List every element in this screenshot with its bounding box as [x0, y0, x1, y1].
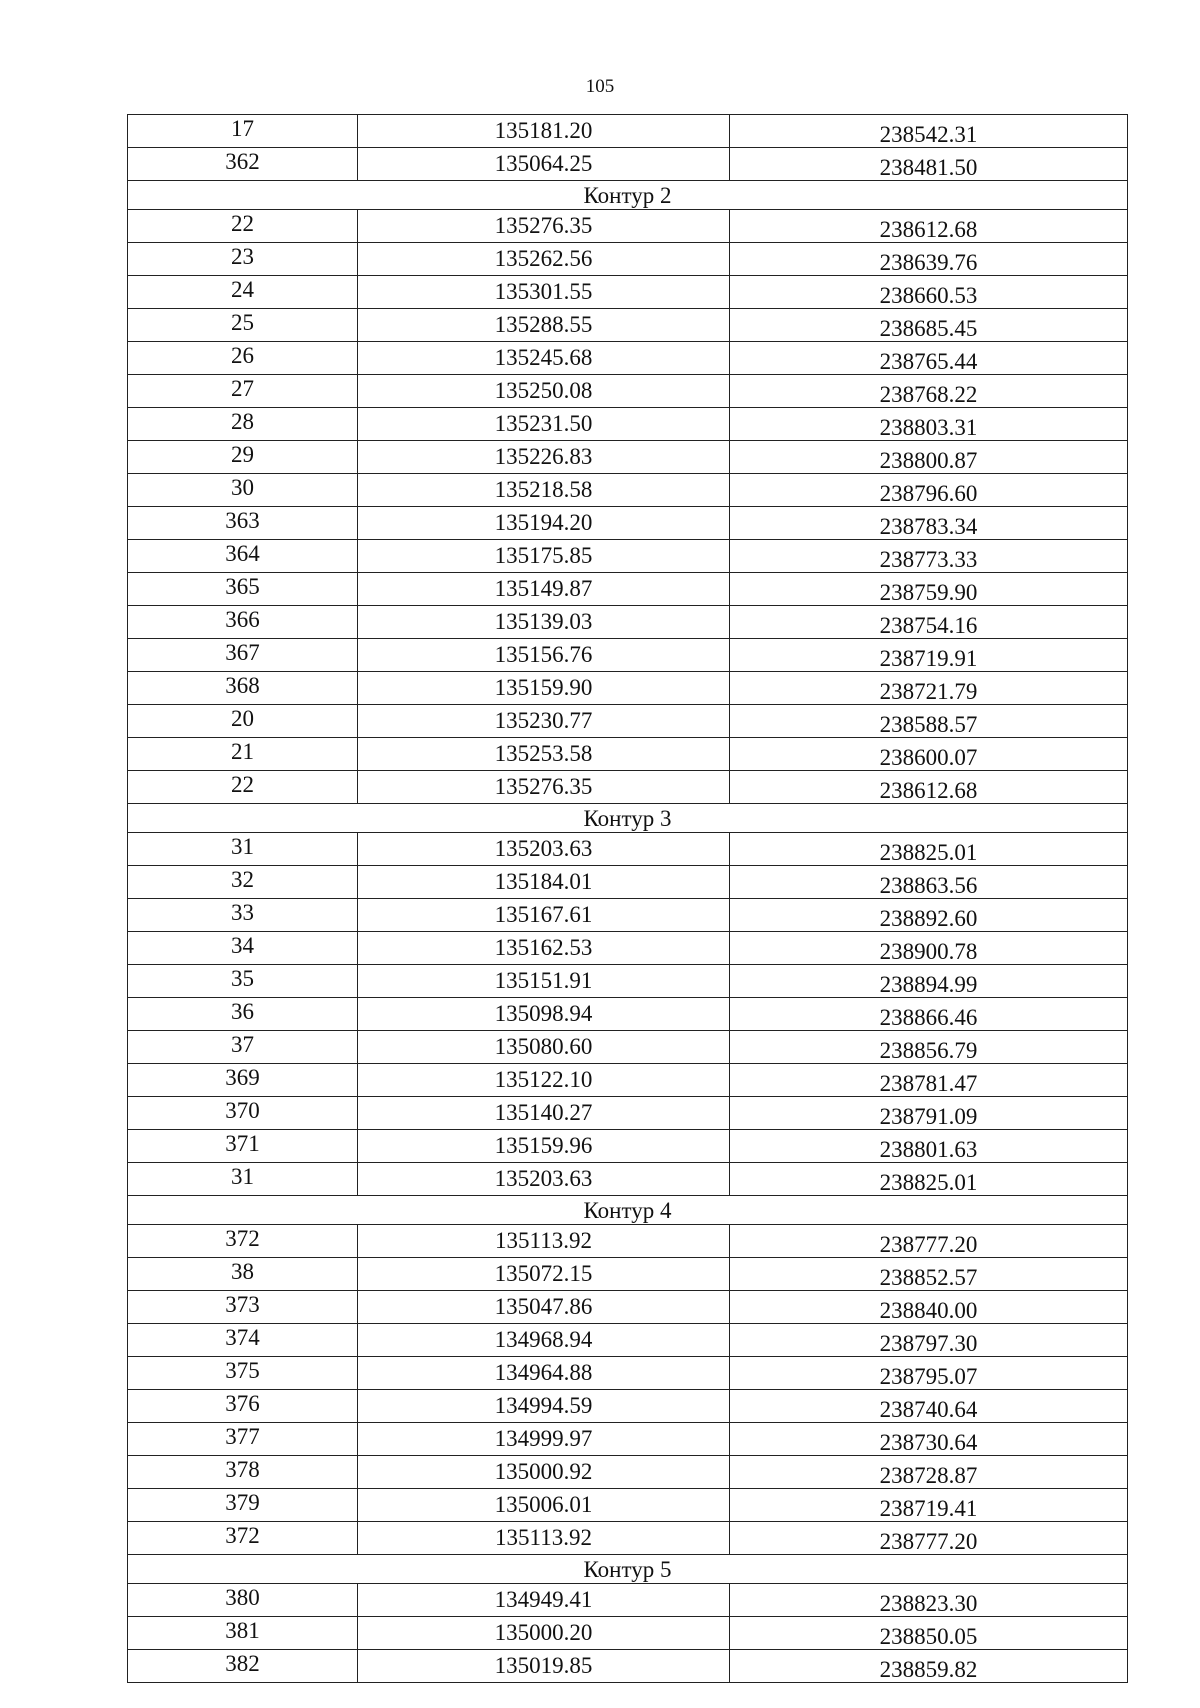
x-coordinate-cell: 135113.92	[358, 1522, 730, 1555]
x-coordinate-cell: 135203.63	[358, 833, 730, 866]
point-number-cell: 33	[128, 899, 358, 932]
point-number-cell: 17	[128, 115, 358, 148]
x-coordinate-cell: 134994.59	[358, 1390, 730, 1423]
y-coordinate-cell: 238791.09	[730, 1097, 1128, 1130]
x-coordinate-cell: 135162.53	[358, 932, 730, 965]
point-number-cell: 380	[128, 1584, 358, 1617]
table-row	[128, 1423, 1128, 1456]
y-coordinate-cell: 238892.60	[730, 899, 1128, 932]
y-coordinate-cell: 238900.78	[730, 932, 1128, 965]
x-coordinate-cell: 135262.56	[358, 243, 730, 276]
page-number: 105	[585, 76, 615, 97]
y-coordinate-cell: 238840.00	[730, 1291, 1128, 1324]
x-coordinate-cell: 135151.91	[358, 965, 730, 998]
table-row	[128, 342, 1128, 375]
table-row	[128, 210, 1128, 243]
point-number-cell: 20	[128, 705, 358, 738]
table-row	[128, 1650, 1128, 1683]
x-coordinate-cell: 135122.10	[358, 1064, 730, 1097]
point-number-cell: 382	[128, 1650, 358, 1683]
point-number-cell: 22	[128, 210, 358, 243]
table-row	[128, 408, 1128, 441]
x-coordinate-cell: 135175.85	[358, 540, 730, 573]
x-coordinate-cell: 135245.68	[358, 342, 730, 375]
point-number-cell: 362	[128, 148, 358, 181]
point-number-cell: 38	[128, 1258, 358, 1291]
point-number-cell: 21	[128, 738, 358, 771]
table-row	[128, 1522, 1128, 1555]
table-row	[128, 899, 1128, 932]
y-coordinate-cell: 238612.68	[730, 771, 1128, 804]
table-row	[128, 441, 1128, 474]
table-row	[128, 705, 1128, 738]
section-title: Контур 3	[128, 804, 1128, 833]
point-number-cell: 24	[128, 276, 358, 309]
x-coordinate-cell: 135047.86	[358, 1291, 730, 1324]
table-row	[128, 639, 1128, 672]
point-number-cell: 372	[128, 1522, 358, 1555]
x-coordinate-cell: 135159.90	[358, 672, 730, 705]
y-coordinate-cell: 238781.47	[730, 1064, 1128, 1097]
table-row	[128, 771, 1128, 804]
x-coordinate-cell: 135231.50	[358, 408, 730, 441]
point-number-cell: 370	[128, 1097, 358, 1130]
table-row	[128, 1357, 1128, 1390]
y-coordinate-cell: 238612.68	[730, 210, 1128, 243]
y-coordinate-cell: 238768.22	[730, 375, 1128, 408]
section-header-row	[128, 804, 1128, 833]
y-coordinate-cell: 238754.16	[730, 606, 1128, 639]
coordinates-table	[127, 114, 1128, 1683]
y-coordinate-cell: 238825.01	[730, 833, 1128, 866]
x-coordinate-cell: 135226.83	[358, 441, 730, 474]
y-coordinate-cell: 238730.64	[730, 1423, 1128, 1456]
table-row	[128, 738, 1128, 771]
y-coordinate-cell: 238719.91	[730, 639, 1128, 672]
y-coordinate-cell: 238866.46	[730, 998, 1128, 1031]
x-coordinate-cell: 135218.58	[358, 474, 730, 507]
point-number-cell: 379	[128, 1489, 358, 1522]
y-coordinate-cell: 238660.53	[730, 276, 1128, 309]
y-coordinate-cell: 238825.01	[730, 1163, 1128, 1196]
y-coordinate-cell: 238600.07	[730, 738, 1128, 771]
y-coordinate-cell: 238859.82	[730, 1650, 1128, 1683]
x-coordinate-cell: 135167.61	[358, 899, 730, 932]
point-number-cell: 35	[128, 965, 358, 998]
y-coordinate-cell: 238759.90	[730, 573, 1128, 606]
point-number-cell: 31	[128, 833, 358, 866]
point-number-cell: 376	[128, 1390, 358, 1423]
x-coordinate-cell: 135288.55	[358, 309, 730, 342]
x-coordinate-cell: 135006.01	[358, 1489, 730, 1522]
point-number-cell: 377	[128, 1423, 358, 1456]
y-coordinate-cell: 238639.76	[730, 243, 1128, 276]
y-coordinate-cell: 238795.07	[730, 1357, 1128, 1390]
table-row	[128, 965, 1128, 998]
y-coordinate-cell: 238852.57	[730, 1258, 1128, 1291]
point-number-cell: 27	[128, 375, 358, 408]
y-coordinate-cell: 238719.41	[730, 1489, 1128, 1522]
table-row	[128, 115, 1128, 148]
table-row	[128, 1291, 1128, 1324]
y-coordinate-cell: 238796.60	[730, 474, 1128, 507]
y-coordinate-cell: 238856.79	[730, 1031, 1128, 1064]
y-coordinate-cell: 238685.45	[730, 309, 1128, 342]
table-row	[128, 507, 1128, 540]
point-number-cell: 30	[128, 474, 358, 507]
x-coordinate-cell: 134968.94	[358, 1324, 730, 1357]
point-number-cell: 28	[128, 408, 358, 441]
point-number-cell: 363	[128, 507, 358, 540]
x-coordinate-cell: 135080.60	[358, 1031, 730, 1064]
x-coordinate-cell: 135156.76	[358, 639, 730, 672]
y-coordinate-cell: 238588.57	[730, 705, 1128, 738]
point-number-cell: 372	[128, 1225, 358, 1258]
y-coordinate-cell: 238801.63	[730, 1130, 1128, 1163]
table-row	[128, 866, 1128, 899]
x-coordinate-cell: 135140.27	[358, 1097, 730, 1130]
section-title: Контур 2	[128, 181, 1128, 210]
point-number-cell: 29	[128, 441, 358, 474]
table-row	[128, 573, 1128, 606]
x-coordinate-cell: 134949.41	[358, 1584, 730, 1617]
y-coordinate-cell: 238800.87	[730, 441, 1128, 474]
y-coordinate-cell: 238803.31	[730, 408, 1128, 441]
y-coordinate-cell: 238850.05	[730, 1617, 1128, 1650]
y-coordinate-cell: 238863.56	[730, 866, 1128, 899]
table-row	[128, 1031, 1128, 1064]
x-coordinate-cell: 135276.35	[358, 771, 730, 804]
point-number-cell: 364	[128, 540, 358, 573]
point-number-cell: 32	[128, 866, 358, 899]
x-coordinate-cell: 135019.85	[358, 1650, 730, 1683]
point-number-cell: 368	[128, 672, 358, 705]
table-row	[128, 1324, 1128, 1357]
y-coordinate-cell: 238783.34	[730, 507, 1128, 540]
table-row	[128, 998, 1128, 1031]
table-row	[128, 932, 1128, 965]
x-coordinate-cell: 135159.96	[358, 1130, 730, 1163]
point-number-cell: 378	[128, 1456, 358, 1489]
point-number-cell: 374	[128, 1324, 358, 1357]
table-row	[128, 1617, 1128, 1650]
point-number-cell: 375	[128, 1357, 358, 1390]
x-coordinate-cell: 135250.08	[358, 375, 730, 408]
section-title: Контур 5	[128, 1555, 1128, 1584]
section-title: Контур 4	[128, 1196, 1128, 1225]
y-coordinate-cell: 238721.79	[730, 672, 1128, 705]
y-coordinate-cell: 238765.44	[730, 342, 1128, 375]
x-coordinate-cell: 135276.35	[358, 210, 730, 243]
x-coordinate-cell: 135000.20	[358, 1617, 730, 1650]
table-row	[128, 540, 1128, 573]
table-row	[128, 1456, 1128, 1489]
point-number-cell: 381	[128, 1617, 358, 1650]
y-coordinate-cell: 238797.30	[730, 1324, 1128, 1357]
x-coordinate-cell: 135149.87	[358, 573, 730, 606]
point-number-cell: 365	[128, 573, 358, 606]
x-coordinate-cell: 135230.77	[358, 705, 730, 738]
y-coordinate-cell: 238728.87	[730, 1456, 1128, 1489]
table-row	[128, 243, 1128, 276]
x-coordinate-cell: 135113.92	[358, 1225, 730, 1258]
y-coordinate-cell: 238481.50	[730, 148, 1128, 181]
y-coordinate-cell: 238777.20	[730, 1225, 1128, 1258]
table-row	[128, 1097, 1128, 1130]
point-number-cell: 369	[128, 1064, 358, 1097]
table-row	[128, 1258, 1128, 1291]
section-header-row	[128, 1555, 1128, 1584]
table-row	[128, 1489, 1128, 1522]
point-number-cell: 25	[128, 309, 358, 342]
point-number-cell: 22	[128, 771, 358, 804]
table-row	[128, 1390, 1128, 1423]
point-number-cell: 26	[128, 342, 358, 375]
x-coordinate-cell: 134999.97	[358, 1423, 730, 1456]
x-coordinate-cell: 134964.88	[358, 1357, 730, 1390]
y-coordinate-cell: 238773.33	[730, 540, 1128, 573]
point-number-cell: 31	[128, 1163, 358, 1196]
table-row	[128, 474, 1128, 507]
table-row	[128, 672, 1128, 705]
point-number-cell: 371	[128, 1130, 358, 1163]
point-number-cell: 23	[128, 243, 358, 276]
x-coordinate-cell: 135072.15	[358, 1258, 730, 1291]
x-coordinate-cell: 135301.55	[358, 276, 730, 309]
x-coordinate-cell: 135253.58	[358, 738, 730, 771]
point-number-cell: 367	[128, 639, 358, 672]
table-row	[128, 1163, 1128, 1196]
point-number-cell: 37	[128, 1031, 358, 1064]
y-coordinate-cell: 238740.64	[730, 1390, 1128, 1423]
table-row	[128, 309, 1128, 342]
table-row	[128, 148, 1128, 181]
x-coordinate-cell: 135203.63	[358, 1163, 730, 1196]
table-row	[128, 606, 1128, 639]
table-row	[128, 833, 1128, 866]
table-row	[128, 1130, 1128, 1163]
x-coordinate-cell: 135194.20	[358, 507, 730, 540]
x-coordinate-cell: 135064.25	[358, 148, 730, 181]
point-number-cell: 373	[128, 1291, 358, 1324]
x-coordinate-cell: 135000.92	[358, 1456, 730, 1489]
table-row	[128, 1584, 1128, 1617]
table-row	[128, 1225, 1128, 1258]
y-coordinate-cell: 238823.30	[730, 1584, 1128, 1617]
point-number-cell: 366	[128, 606, 358, 639]
section-header-row	[128, 1196, 1128, 1225]
table-row	[128, 375, 1128, 408]
x-coordinate-cell: 135139.03	[358, 606, 730, 639]
y-coordinate-cell: 238777.20	[730, 1522, 1128, 1555]
section-header-row	[128, 181, 1128, 210]
point-number-cell: 36	[128, 998, 358, 1031]
y-coordinate-cell: 238542.31	[730, 115, 1128, 148]
x-coordinate-cell: 135098.94	[358, 998, 730, 1031]
table-row	[128, 1064, 1128, 1097]
x-coordinate-cell: 135181.20	[358, 115, 730, 148]
coordinates-table-body	[128, 115, 1128, 1683]
table-row	[128, 276, 1128, 309]
y-coordinate-cell: 238894.99	[730, 965, 1128, 998]
x-coordinate-cell: 135184.01	[358, 866, 730, 899]
point-number-cell: 34	[128, 932, 358, 965]
